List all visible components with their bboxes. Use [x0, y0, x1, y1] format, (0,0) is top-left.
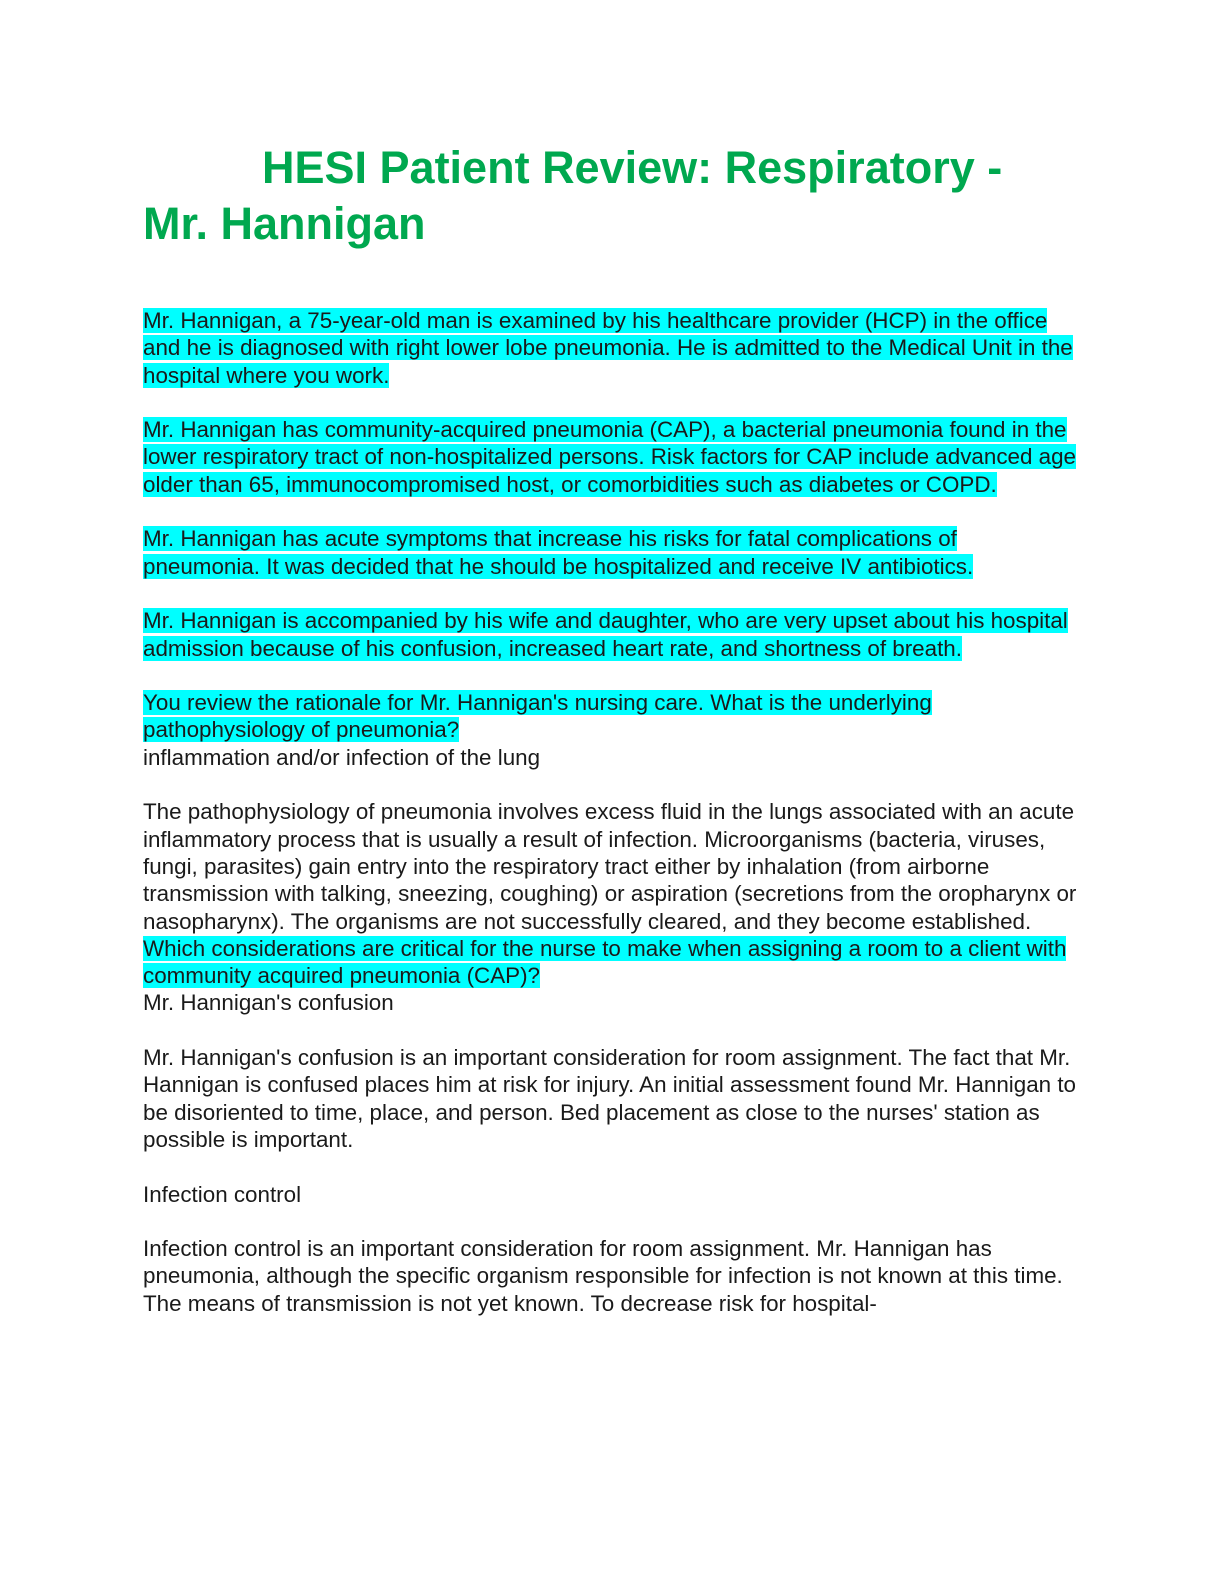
intro-paragraph [143, 307, 1078, 389]
symptoms-paragraph [143, 525, 1078, 580]
answer-1: inflammation and/or infection of the lung [143, 744, 541, 770]
question-1 [143, 689, 1078, 744]
answer-2b: Infection control [143, 1181, 302, 1207]
document-page [143, 140, 1078, 1316]
family-paragraph [143, 607, 1078, 662]
document-body [143, 307, 1078, 1344]
highlighted-text: Mr. Hannigan, a 75-year-old man is examined by his healthcare provider (HCP) in the office and he is diagnosed with right lower lobe pneumonia. He is admitted to the Medical Unit in the hospital where you work. [143, 308, 1073, 388]
question-2 [143, 935, 1078, 990]
highlighted-text: Mr. Hannigan has community-acquired pneumonia (CAP), a bacterial pneumonia found in the lower respiratory tract of non-hospitalized persons. Risk factors for CAP include advanced age older than 65, immunocompromised host, or comorbidities such as diabetes or COPD. [143, 417, 1076, 497]
question-text: Which considerations are critical for the nurse to make when assigning a room to a client with community acquired pneumonia (CAP)? [143, 935, 1067, 989]
answer-2a: Mr. Hannigan's confusion [143, 990, 394, 1016]
rationale-2a: Mr. Hannigan's confusion is an important consideration for room assignment. The fact that Mr. Hannigan is confused places him at risk for injury. An initial assessment found Mr. Hannigan to be disoriented to time, place, and person. Bed placement as close to the nurses' station as possible is important. [143, 1045, 1077, 1152]
rationale-1: The pathophysiology of pneumonia involves excess fluid in the lungs associated with an acute inflammatory process that is usually a result of infection. Microorganisms (bacteria, viruses, fungi, parasites) gain entry into the respiratory tract either by inhalation (from airborne transmission with talking, sneezing, coughing) or aspiration (secretions from the oropharynx or nasopharynx). The organisms are not successfully cleared, and they become established. [143, 799, 1077, 934]
document-title: HESI Patient Review: Respiratory - Mr. Hannigan [143, 142, 1003, 249]
rationale-2b: Infection control is an important consideration for room assignment. Mr. Hannigan has pneumonia, although the specific organism responsible for infection is not known at this time. The means of transmission is not yet known. To decrease risk for hospital- [143, 1236, 1063, 1316]
question-text: You review the rationale for Mr. Hannigan's nursing care. What is the underlying pathophysiology of pneumonia? [143, 690, 932, 743]
highlighted-text: Mr. Hannigan is accompanied by his wife and daughter, who are very upset about his hospital admission because of his confusion, increased heart rate, and shortness of breath. [143, 608, 1068, 661]
cap-paragraph [143, 416, 1078, 498]
highlighted-text: Mr. Hannigan has acute symptoms that increase his risks for fatal complications of pneumonia. It was decided that he should be hospitalized and receive IV antibiotics. [143, 526, 974, 579]
